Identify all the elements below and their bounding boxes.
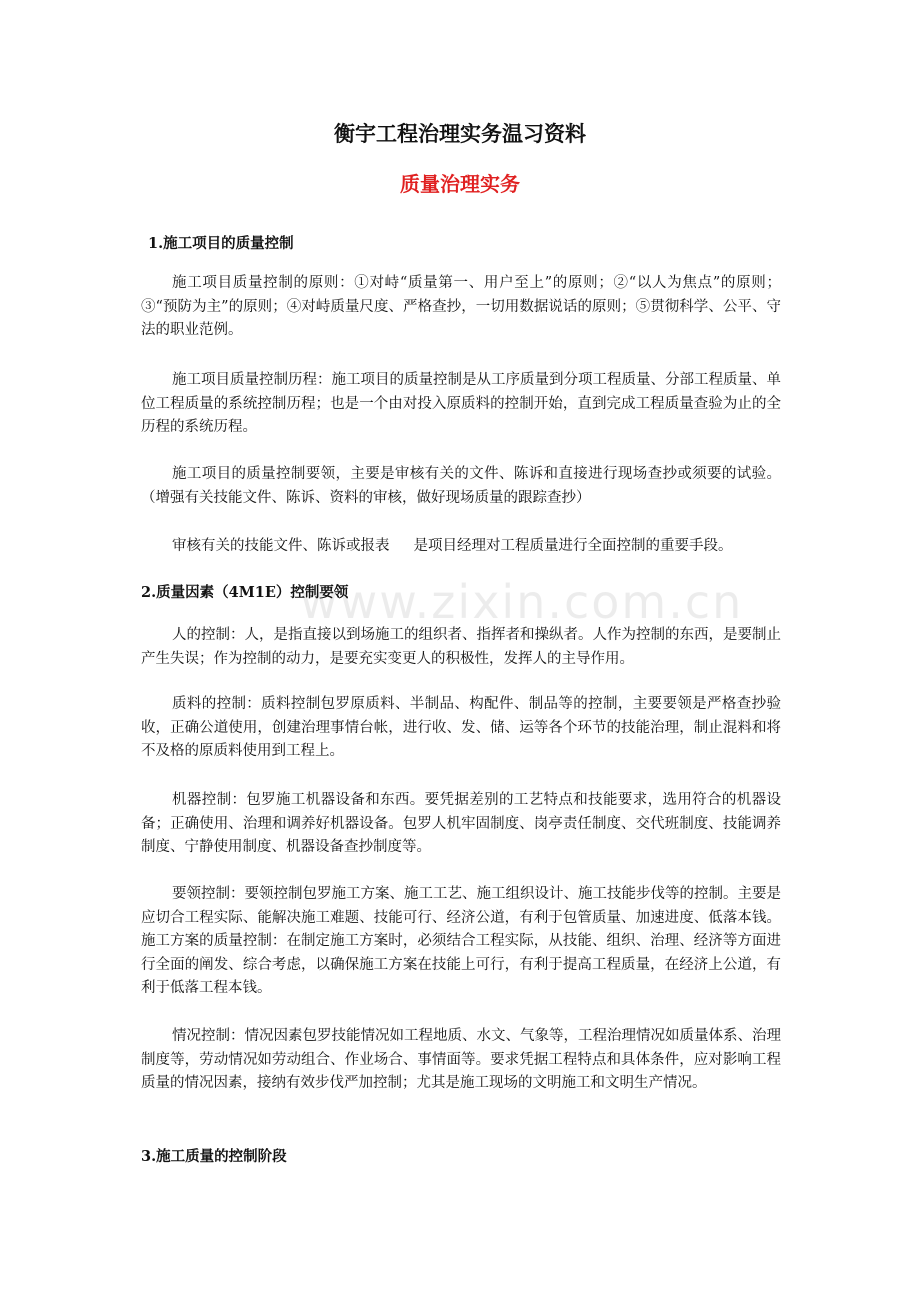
paragraph-method-control: 要领控制：要领控制包罗施工方案、施工工艺、施工组织设计、施工技能步伐等的控制。主要是应切合工程实际、能解决施工难题、技能可行、经济公道，有利于包管质量、加速进度、低落本钱。施工方案的质量控制：在制定施工方案时，必须结合工程实际，从技能、组织、治理、经济等方面进行全面的阐发、综合考虑，以确保施工方案在技能上可行，有利于提高工程质量，在经济上公道，有利于低落工程本钱。 <box>141 886 781 996</box>
paragraph-quality-process: 施工项目质量控制历程：施工项目的质量控制是从工序质量到分项工程质量、分部工程质量、单位工程质量的系统控制历程；也是一个由对投入原质料的控制开始，直到完成工程质量查验为止的全历程的系统历程。 <box>141 372 781 435</box>
review-documents-right: 是项目经理对工程质量进行全面控制的重要手段。 <box>413 538 733 554</box>
paragraph-quality-principles: 施工项目质量控制的原则：①对峙“质量第一、用户至上”的原则；②“以人为焦点”的原则；③“预防为主”的原则；④对峙质量尺度、严格查抄，一切用数据说话的原则；⑤贯彻科学、公平、守法的职业范例。 <box>141 275 781 338</box>
document-title: 衡宇工程治理实务温习资料 <box>334 122 586 146</box>
paragraph-material-control: 质料的控制：质料控制包罗原质料、半制品、构配件、制品等的控制，主要要领是严格查抄验收，正确公道使用，创建治理事情台帐，进行收、发、储、运等各个环节的技能治理，制止混料和将不及格的原质料使用到工程上。 <box>141 696 781 759</box>
watermark: www.zixin.com.cn <box>300 575 744 629</box>
section-heading-1: 1.施工项目的质量控制 <box>148 235 294 252</box>
paragraph-people-control: 人的控制：人，是指直接以到场施工的组织者、指挥者和操纵者。人作为控制的东西，是要制止产生失误；作为控制的动力，是要充实变更人的积极性，发挥人的主导作用。 <box>141 627 781 667</box>
document-subtitle: 质量治理实务 <box>400 172 520 196</box>
review-documents-left: 审核有关的技能文件、陈诉或报表 <box>172 538 390 554</box>
paragraph-quality-methods: 施工项目的质量控制要领，主要是审核有关的文件、陈诉和直接进行现场查抄或须要的试验。（增强有关技能文件、陈诉、资料的审核，做好现场质量的跟踪查抄） <box>141 466 781 506</box>
paragraph-environment-control: 情况控制：情况因素包罗技能情况如工程地质、水文、气象等，工程治理情况如质量体系、治理制度等，劳动情况如劳动组合、作业场合、事情面等。要求凭据工程特点和具体条件，应对影响工程质量的情况因素，接纳有效步伐严加控制；尤其是施工现场的文明施工和文明生产情况。 <box>141 1028 781 1091</box>
section-heading-3: 3.施工质量的控制阶段 <box>141 1148 287 1165</box>
section-heading-2: 2.质量因素（4M1E）控制要领 <box>141 584 349 601</box>
paragraph-review-documents <box>141 535 781 559</box>
paragraph-machine-control: 机器控制：包罗施工机器设备和东西。要凭据差别的工艺特点和技能要求，选用符合的机器设备；正确使用、治理和调养好机器设备。包罗人机牢固制度、岗亭责任制度、交代班制度、技能调养制度、宁静使用制度、机器设备查抄制度等。 <box>141 792 781 855</box>
